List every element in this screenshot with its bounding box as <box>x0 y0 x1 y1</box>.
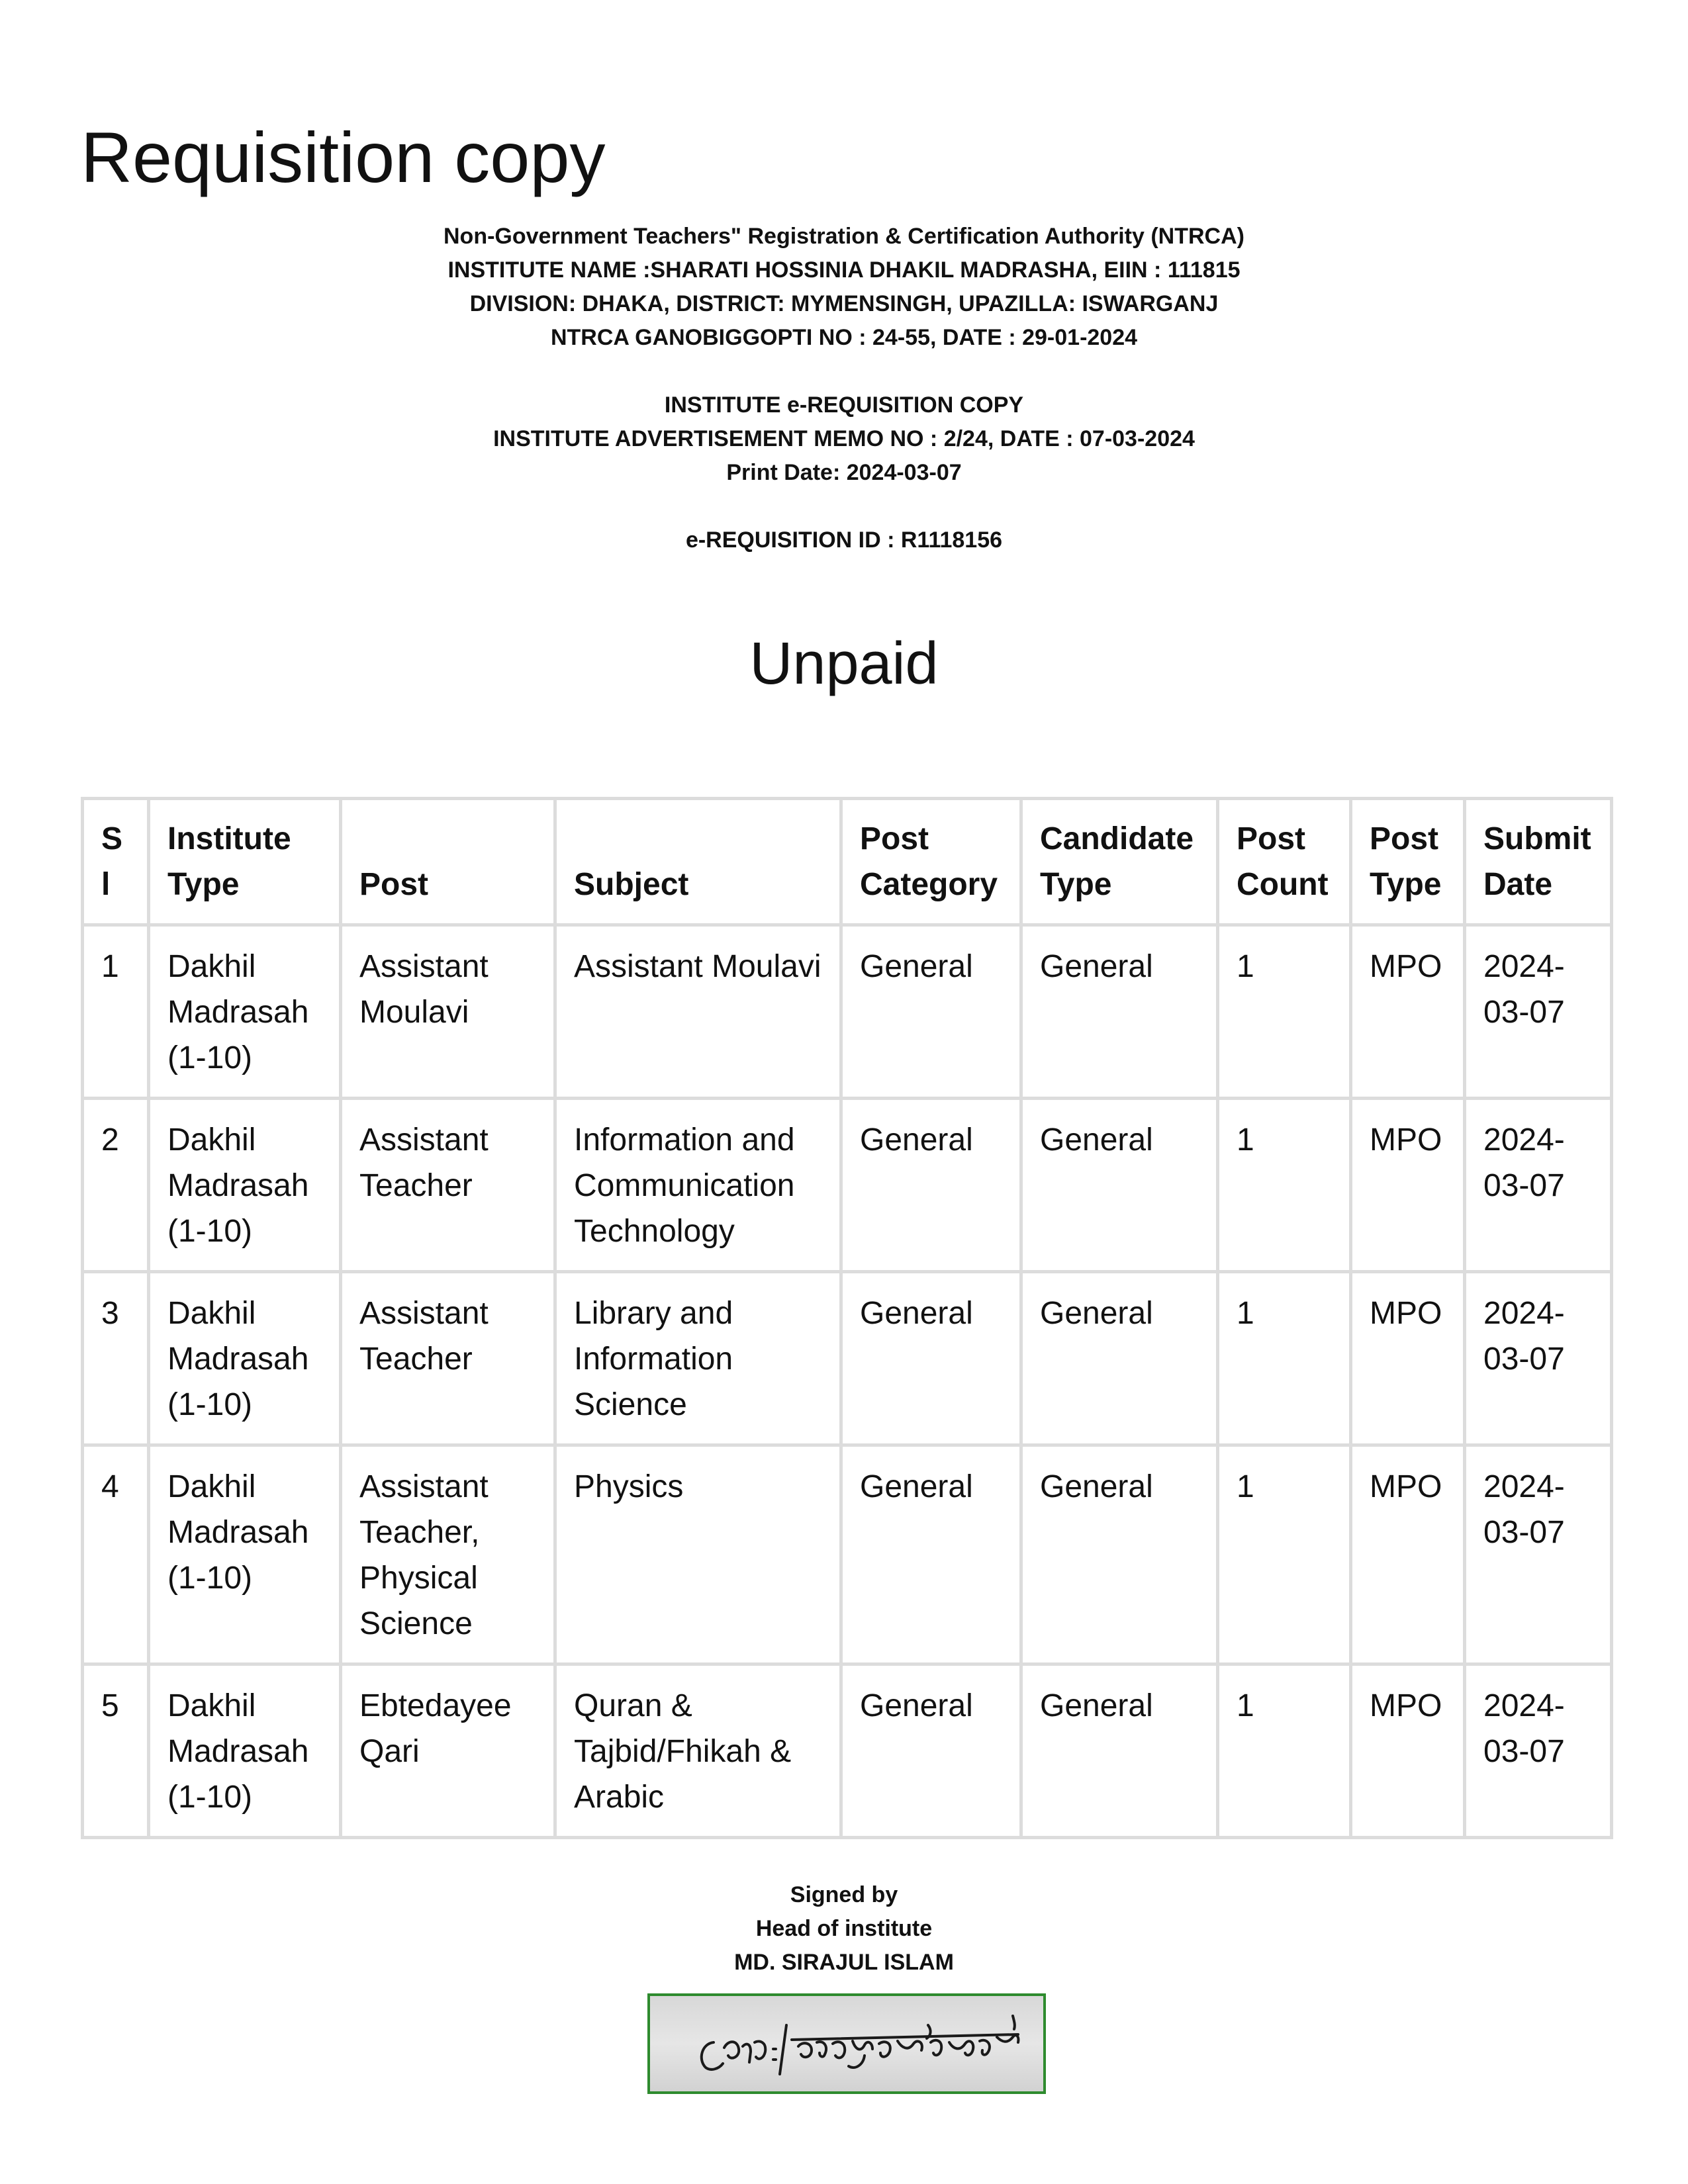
signature-image <box>647 1993 1046 2094</box>
cell-post: Assistant Teacher, Physical Science <box>341 1445 555 1664</box>
requisition-table <box>81 797 1613 1839</box>
cell-post: Ebtedayee Qari <box>341 1664 555 1838</box>
cell-institute-type: Dakhil Madrasah (1-10) <box>149 1664 341 1838</box>
cell-subject: Quran & Tajbid/Fhikah & Arabic <box>555 1664 841 1838</box>
cell-subject: Library and Information Science <box>555 1272 841 1445</box>
column-header-post-type: Post Type <box>1351 799 1465 925</box>
cell-candidate-type: General <box>1021 1099 1218 1272</box>
table-row <box>83 925 1612 1099</box>
cell-sl: 3 <box>83 1272 149 1445</box>
cell-post: Assistant Moulavi <box>341 925 555 1099</box>
cell-submit-date: 2024-03-07 <box>1465 1445 1612 1664</box>
signature-block <box>0 1878 1688 1979</box>
memo-line: INSTITUTE ADVERTISEMENT MEMO NO : 2/24, DATE : 07-03-2024 <box>493 426 1195 451</box>
payment-status: Unpaid <box>749 631 939 697</box>
copy-title: INSTITUTE e-REQUISITION COPY <box>664 392 1024 418</box>
cell-candidate-type: General <box>1021 925 1218 1099</box>
cell-post: Assistant Teacher <box>341 1099 555 1272</box>
header-spacer <box>0 490 1688 523</box>
column-header-post: Post <box>341 799 555 925</box>
column-header-subject: Subject <box>555 799 841 925</box>
authority-name: Non-Government Teachers" Registration & Certification Authority (NTRCA) <box>444 224 1244 249</box>
cell-post-count: 1 <box>1218 1099 1351 1272</box>
cell-post-count: 1 <box>1218 1272 1351 1445</box>
cell-sl: 5 <box>83 1664 149 1838</box>
cell-institute-type: Dakhil Madrasah (1-10) <box>149 1099 341 1272</box>
cell-candidate-type: General <box>1021 1664 1218 1838</box>
institute-name-line: INSTITUTE NAME :SHARATI HOSSINIA DHAKIL MADRASHA, EIIN : 111815 <box>447 257 1241 283</box>
cell-post-category: General <box>841 1664 1021 1838</box>
table-row <box>83 1664 1612 1838</box>
cell-sl: 2 <box>83 1099 149 1272</box>
cell-subject: Assistant Moulavi <box>555 925 841 1099</box>
print-date: Print Date: 2024-03-07 <box>726 460 962 485</box>
cell-post-type: MPO <box>1351 1099 1465 1272</box>
cell-post-category: General <box>841 1272 1021 1445</box>
cell-sl: 4 <box>83 1445 149 1664</box>
cell-post-type: MPO <box>1351 925 1465 1099</box>
location-line: DIVISION: DHAKA, DISTRICT: MYMENSINGH, UPAZILLA: ISWARGANJ <box>469 291 1219 316</box>
table-row <box>83 1272 1612 1445</box>
table-row <box>83 1099 1612 1272</box>
cell-submit-date: 2024-03-07 <box>1465 1099 1612 1272</box>
cell-post: Assistant Teacher <box>341 1272 555 1445</box>
column-header-submit-date: Submit Date <box>1465 799 1612 925</box>
cell-post-category: General <box>841 1099 1021 1272</box>
cell-post-type: MPO <box>1351 1664 1465 1838</box>
cell-post-count: 1 <box>1218 1664 1351 1838</box>
cell-post-category: General <box>841 925 1021 1099</box>
column-header-candidate-type: Candidate Type <box>1021 799 1218 925</box>
column-header-sl: Sl <box>83 799 149 925</box>
column-header-post-category: Post Category <box>841 799 1021 925</box>
column-header-post-count: Post Count <box>1218 799 1351 925</box>
ganobiggopti-line: NTRCA GANOBIGGOPTI NO : 24-55, DATE : 29-01-2024 <box>550 325 1138 350</box>
cell-institute-type: Dakhil Madrasah (1-10) <box>149 1445 341 1664</box>
cell-submit-date: 2024-03-07 <box>1465 925 1612 1099</box>
cell-submit-date: 2024-03-07 <box>1465 1664 1612 1838</box>
cell-post-type: MPO <box>1351 1272 1465 1445</box>
cell-institute-type: Dakhil Madrasah (1-10) <box>149 925 341 1099</box>
cell-post-type: MPO <box>1351 1445 1465 1664</box>
column-header-institute-type: Institute Type <box>149 799 341 925</box>
document-header <box>0 220 1688 557</box>
cell-sl: 1 <box>83 925 149 1099</box>
cell-subject: Information and Communication Technology <box>555 1099 841 1272</box>
handwritten-signature <box>650 1996 1043 2091</box>
header-spacer <box>0 355 1688 388</box>
signer-role: Head of institute <box>755 1916 933 1941</box>
table-row <box>83 1445 1612 1664</box>
cell-subject: Physics <box>555 1445 841 1664</box>
signed-by-label: Signed by <box>790 1882 898 1907</box>
cell-post-count: 1 <box>1218 1445 1351 1664</box>
cell-institute-type: Dakhil Madrasah (1-10) <box>149 1272 341 1445</box>
table-header-row <box>83 799 1612 925</box>
cell-post-count: 1 <box>1218 925 1351 1099</box>
cell-candidate-type: General <box>1021 1272 1218 1445</box>
cell-candidate-type: General <box>1021 1445 1218 1664</box>
cell-post-category: General <box>841 1445 1021 1664</box>
cell-submit-date: 2024-03-07 <box>1465 1272 1612 1445</box>
signer-name: MD. SIRAJUL ISLAM <box>734 1950 954 1975</box>
document-title: Requisition copy <box>81 117 606 197</box>
requisition-id: e-REQUISITION ID : R1118156 <box>685 527 1003 553</box>
